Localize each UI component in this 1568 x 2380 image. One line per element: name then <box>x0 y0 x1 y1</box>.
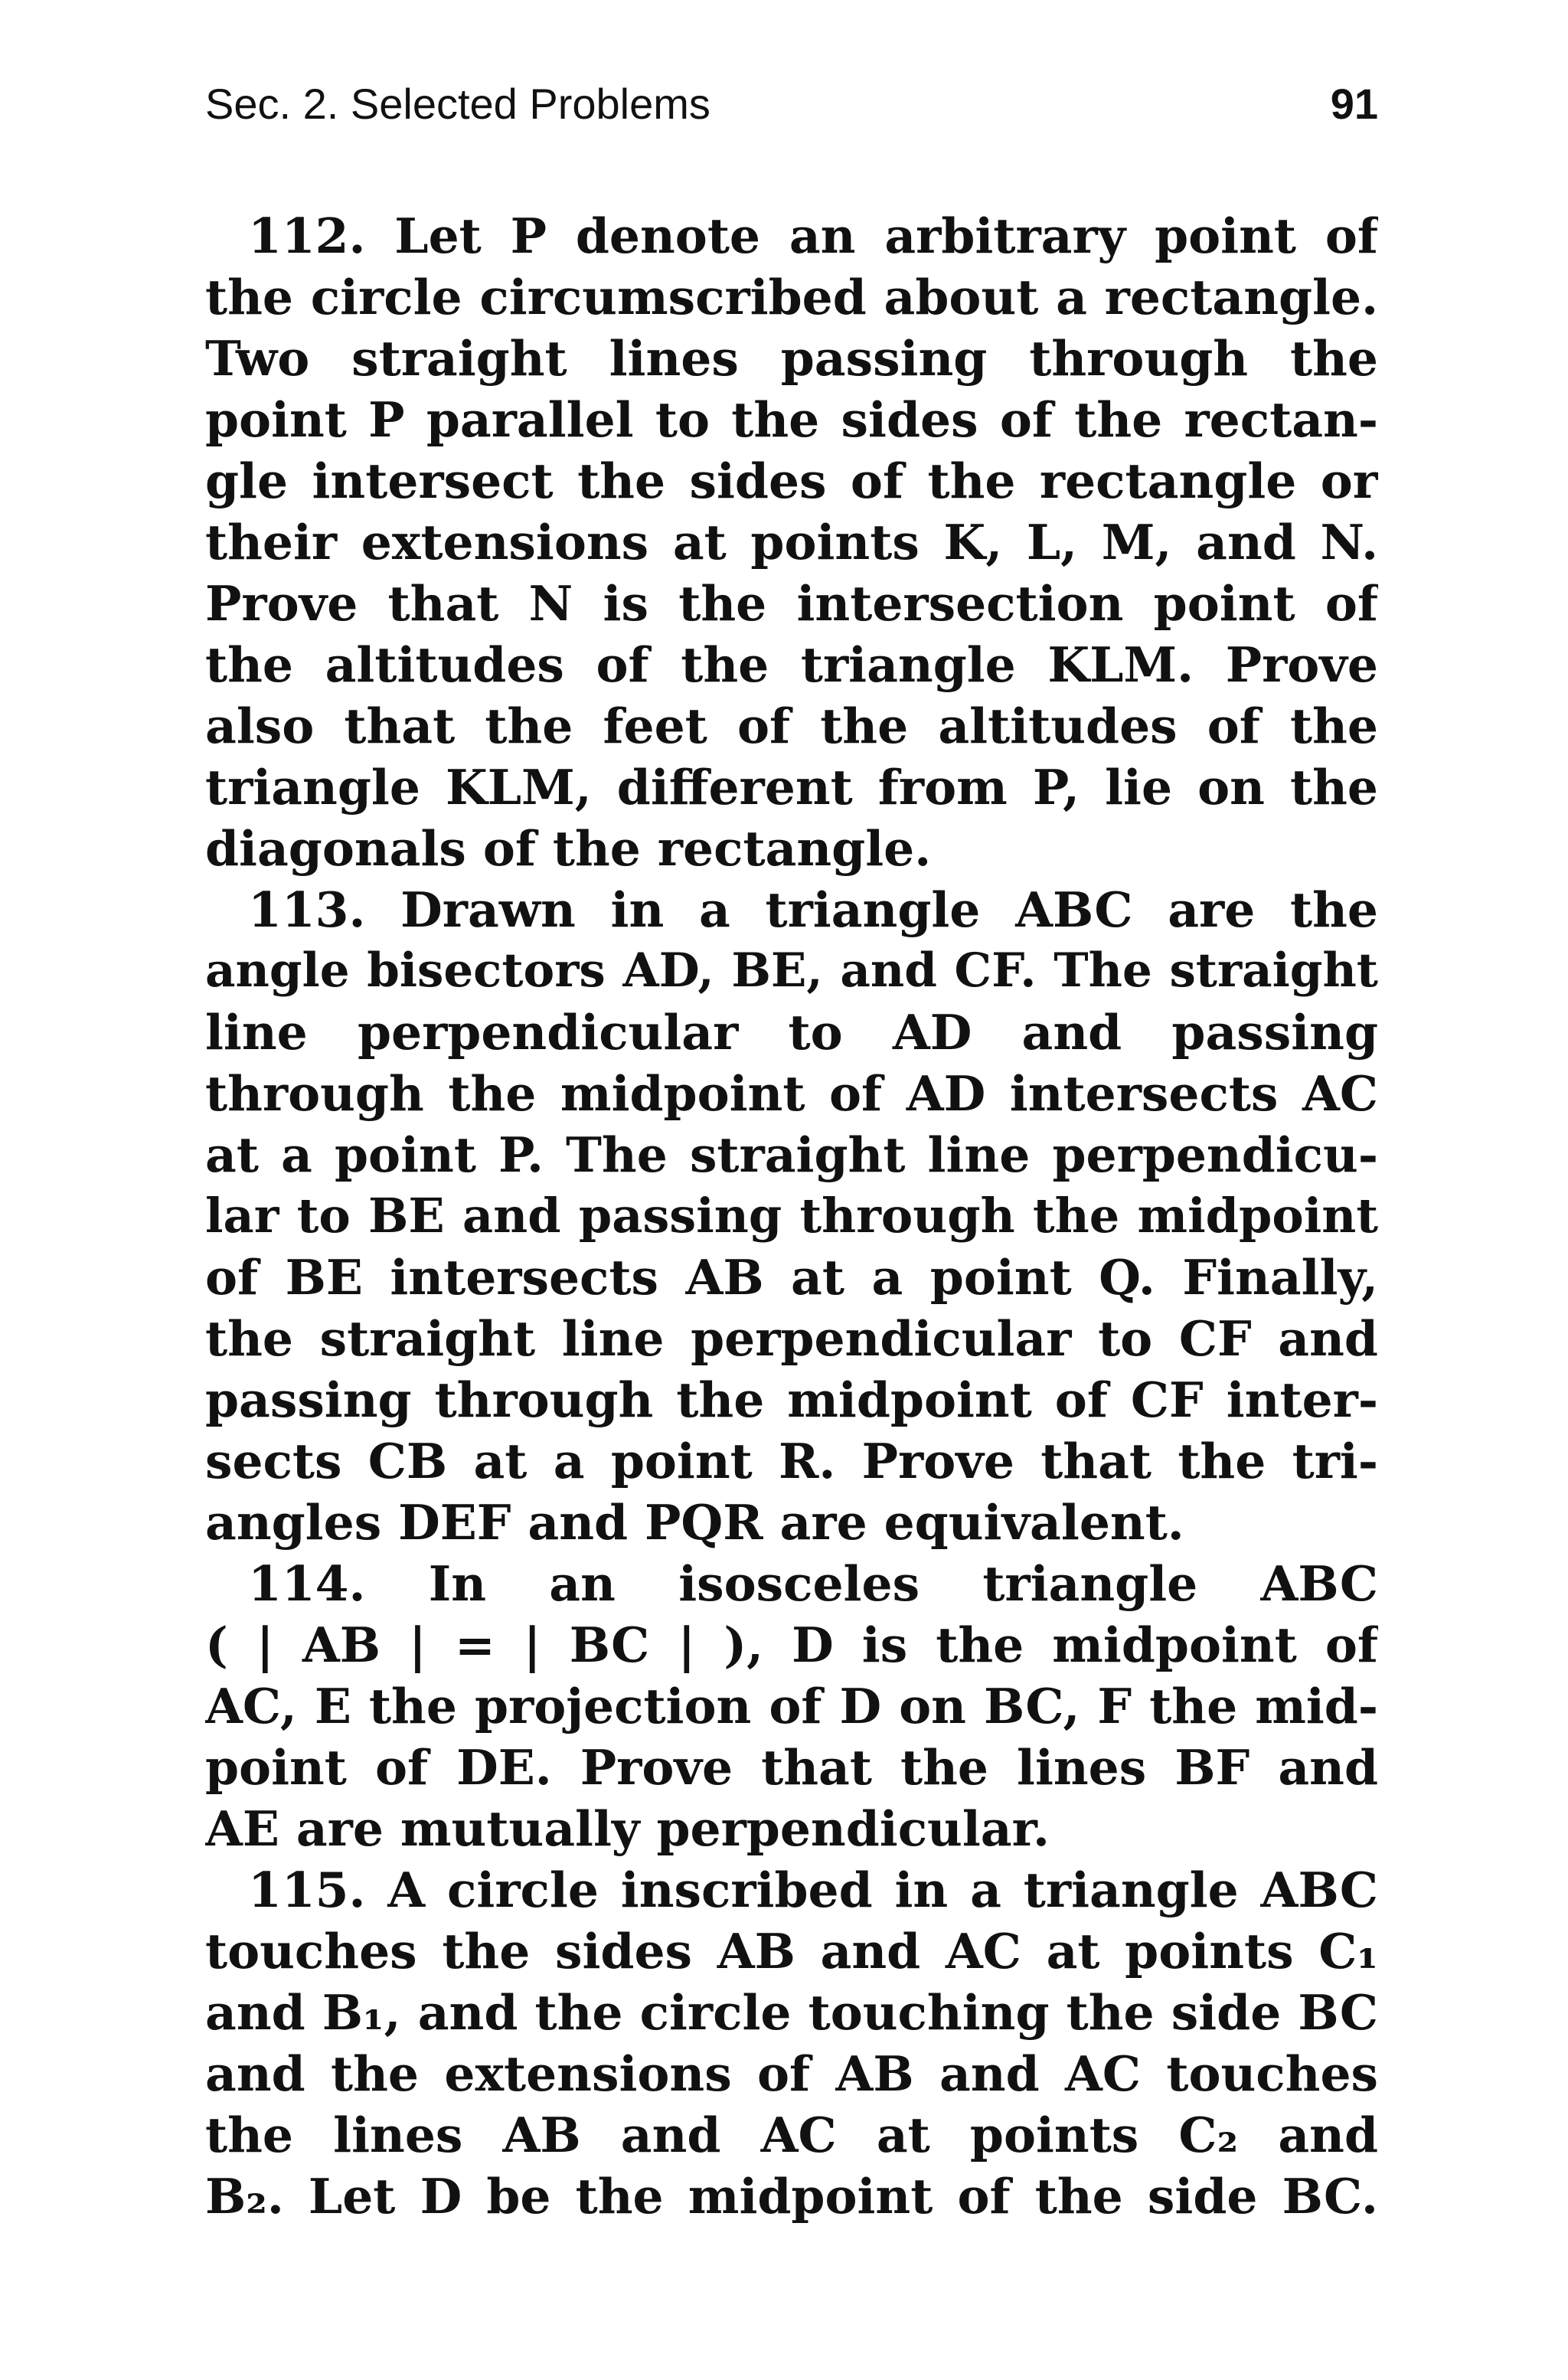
section-title: Sec. 2. Selected Problems <box>205 80 710 128</box>
page-number: 91 <box>1330 80 1378 128</box>
text-line: and the extensions of AB and AC touches <box>205 2045 1378 2102</box>
text-line: the circle circumscribed about a rectangle. <box>205 269 1378 325</box>
running-head <box>205 74 1378 135</box>
text-line: ( | AB | = | BC | ), D is the midpoint of <box>205 1617 1378 1673</box>
text-line: angles DEF and PQR are equivalent. <box>205 1494 1184 1551</box>
text-line: of BE intersects AB at a point Q. Finally, <box>205 1249 1378 1306</box>
text-line: 115. A circle inscribed in a triangle ABC <box>248 1862 1378 1918</box>
text-line: touches the sides AB and AC at points C₁ <box>205 1923 1378 1980</box>
text-line: the lines AB and AC at points C₂ and <box>205 2107 1378 2163</box>
text-line: angle bisectors AD, BE, and CF. The straight <box>205 943 1378 998</box>
text-line: 114. In an isosceles triangle ABC <box>248 1555 1378 1612</box>
problem-text <box>205 205 1378 2227</box>
text-line: through the midpoint of AD intersects AC <box>205 1065 1378 1122</box>
text-line: passing through the midpoint of CF inter- <box>205 1371 1378 1428</box>
text-line: AE are mutually perpendicular. <box>205 1800 1050 1857</box>
text-line: the straight line perpendicular to CF and <box>205 1310 1378 1367</box>
text-line: B₂. Let D be the midpoint of the side BC. <box>205 2168 1378 2225</box>
text-line: lar to BE and passing through the midpoint <box>205 1188 1378 1244</box>
text-line: gle intersect the sides of the rectangle or <box>205 453 1378 509</box>
text-line: AC, E the projection of D on BC, F the mid- <box>205 1678 1378 1734</box>
text-line: Prove that N is the intersection point of <box>205 575 1378 632</box>
text-line: diagonals of the rectangle. <box>205 820 932 877</box>
text-line: the altitudes of the triangle KLM. Prove <box>205 636 1378 693</box>
text-line: line perpendicular to AD and passing <box>205 1004 1378 1061</box>
text-line: 113. Drawn in a triangle ABC are the <box>248 881 1378 938</box>
text-line: at a point P. The straight line perpendicu- <box>205 1126 1378 1183</box>
text-line: also that the feet of the altitudes of the <box>205 698 1378 754</box>
text-line: and B₁, and the circle touching the side BC <box>205 1984 1378 2041</box>
text-line: point of DE. Prove that the lines BF and <box>205 1739 1378 1796</box>
text-line: their extensions at points K, L, M, and N. <box>205 514 1378 570</box>
text-line: 112. Let P denote an arbitrary point of <box>248 208 1378 264</box>
text-line: point P parallel to the sides of the rectan- <box>205 391 1378 448</box>
text-line: triangle KLM, different from P, lie on the <box>205 759 1378 816</box>
text-line: sects CB at a point R. Prove that the tri- <box>205 1433 1378 1489</box>
text-line: Two straight lines passing through the <box>205 330 1378 387</box>
